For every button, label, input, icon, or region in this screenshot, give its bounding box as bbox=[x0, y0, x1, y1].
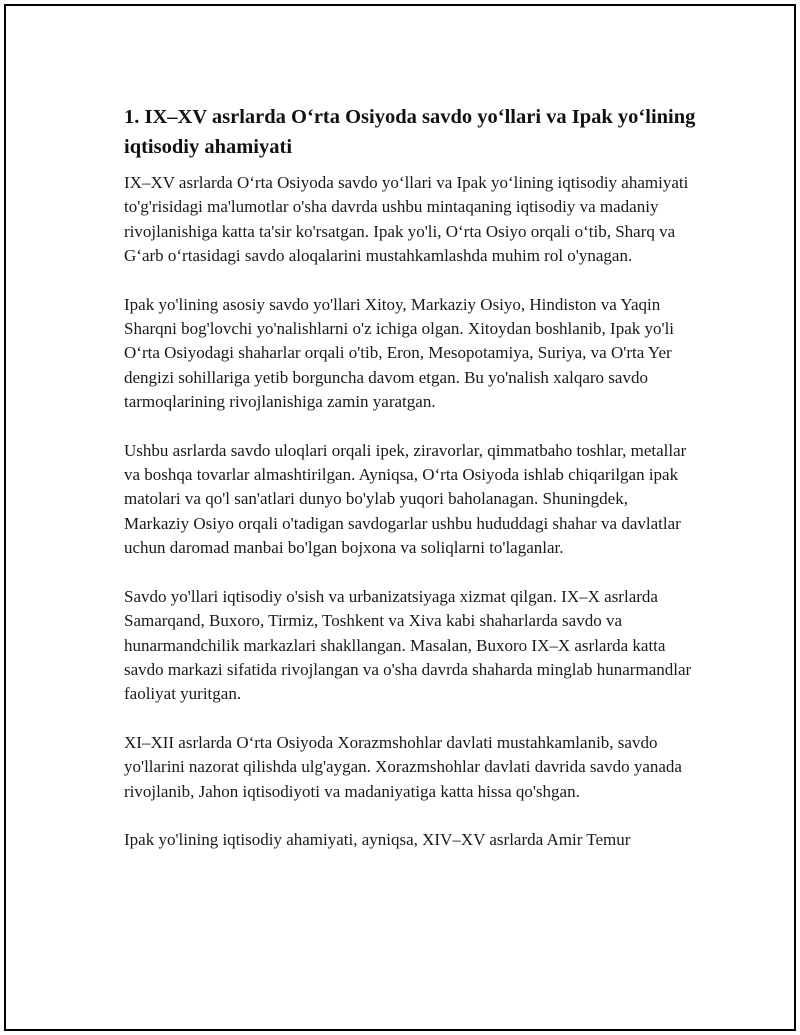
document-body bbox=[124, 102, 696, 876]
paragraph-1: IX–XV asrlarda O‘rta Osiyoda savdo yo‘llari va Ipak yo‘lining iqtisodiy ahamiyati to'g'risidagi ma'lumotlar o'sha davrda ushbu mintaqaning iqtisodiy va madaniy rivojlanishiga katta ta'sir ko'rsatgan. Ipak yo'li, O‘rta Osiyo orqali o‘tib, Sharq va G‘arb o‘rtasidagi savdo aloqalarini mustahkamlashda muhim rol o'ynagan. bbox=[124, 173, 689, 266]
paragraph-3: Ushbu asrlarda savdo uloqlari orqali ipek, ziravorlar, qimmatbaho toshlar, metallar va boshqa tovarlar almashtirilgan. Ayniqsa, O‘rta Osiyoda ishlab chiqarilgan ipak matolari va qo'l san'atlari dunyo bo'ylab yuqori baholanagan. Shuningdek, Markaziy Osiyo orqali o'tadigan savdogarlar ushbu hududdagi shahar va davlatlar uchun daromad manbai bo'lgan bojxona va soliqlarni to'laganlar. bbox=[124, 440, 687, 558]
paragraph-5: XI–XII asrlarda O‘rta Osiyoda Xorazmshohlar davlati mustahkamlanib, savdo yo'llarini nazorat qilishda ulg'aygan. Xorazmshohlar davlati davrida savdo yanada rivojlanib, Jahon iqtisodiyoti va madaniyatiga katta hissa qo'shgan. bbox=[124, 732, 682, 801]
document-title: 1. IX–XV asrlarda O‘rta Osiyoda savdo yo‘llari va Ipak yo‘lining iqtisodiy ahamiyati bbox=[124, 106, 696, 158]
page-frame bbox=[4, 4, 796, 1031]
paragraph-4: Savdo yo'llari iqtisodiy o'sish va urbanizatsiyaga xizmat qilgan. IX–X asrlarda Samarqand, Buxoro, Tirmiz, Toshkent va Xiva kabi shaharlarda savdo va hunarmandchilik markazlari shakllangan. Masalan, Buxoro IX–X asrlarda katta savdo markazi sifatida rivojlangan va o'sha davrda shaharda minglab hunarmandlar faoliyat yuritgan. bbox=[124, 586, 692, 704]
paragraph-6: Ipak yo'lining iqtisodiy ahamiyati, ayniqsa, XIV–XV asrlarda Amir Temur bbox=[124, 829, 631, 849]
paragraph-2: Ipak yo'lining asosiy savdo yo'llari Xitoy, Markaziy Osiyo, Hindiston va Yaqin Sharqni bog'lovchi yo'nalishlarni o'z ichiga olgan. Xitoydan boshlanib, Ipak yo'li O‘rta Osiyodagi shaharlar orqali o'tib, Eron, Mesopotamiya, Suriya, va O'rta Yer dengizi sohillariga yetib borguncha davom etgan. Bu yo'nalish xalqaro savdo tarmoqlarining rivojlanishiga zamin yaratgan. bbox=[124, 294, 675, 412]
